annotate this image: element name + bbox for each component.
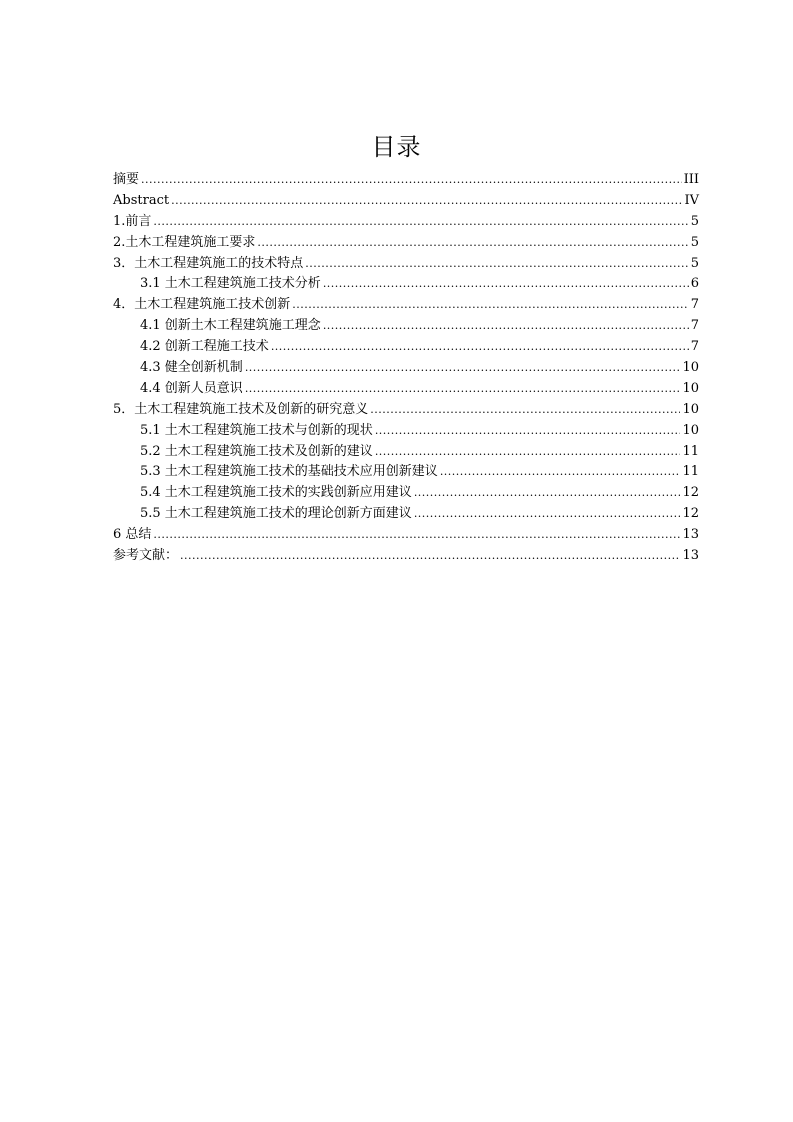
toc-entry[interactable] [113, 442, 699, 463]
toc-entry-label: Abstract [113, 192, 170, 208]
toc-dot-leader [292, 295, 688, 316]
toc-entry-page-number: 10 [682, 360, 699, 376]
toc-entry-label: 4.3 健全创新机制 [140, 360, 243, 376]
toc-dot-leader [323, 316, 689, 337]
toc-entry-label: 5.2 土木工程建筑施工技术及创新的建议 [140, 443, 373, 459]
toc-entry[interactable] [113, 233, 699, 254]
toc-dot-leader [271, 337, 689, 358]
toc-dot-leader [414, 504, 681, 525]
toc-entry[interactable] [113, 504, 699, 525]
toc-dot-leader [370, 400, 680, 421]
toc-entry[interactable] [113, 358, 699, 379]
toc-dot-leader [171, 191, 682, 212]
toc-dot-leader [440, 462, 681, 483]
toc-entry-label: 4.2 创新工程施工技术 [140, 339, 269, 355]
toc-entry[interactable] [113, 191, 699, 212]
toc-entry-page-number: 13 [682, 527, 699, 543]
toc-entry[interactable] [113, 170, 699, 191]
table-of-contents [113, 170, 699, 567]
toc-entry[interactable] [113, 295, 699, 316]
toc-entry-page-number: IV [684, 192, 699, 208]
toc-entry-label: 5.3 土木工程建筑施工技术的基础技术应用创新建议 [140, 464, 438, 480]
toc-entry-page-number: 12 [682, 506, 699, 522]
toc-entry-label: 参考文献： [113, 548, 179, 564]
toc-entry[interactable] [113, 546, 699, 567]
toc-entry-page-number: 11 [682, 443, 699, 459]
toc-dot-leader [245, 358, 681, 379]
toc-entry-page-number: 6 [690, 276, 699, 292]
toc-entry[interactable] [113, 212, 699, 233]
toc-dot-leader [323, 274, 689, 295]
toc-entry-label: 4.1 创新土木工程建筑施工理念 [140, 318, 321, 334]
toc-entry-page-number: 5 [690, 255, 699, 271]
page-title: 目录 [371, 133, 422, 161]
toc-entry-label: 4.4 创新人员意识 [140, 380, 243, 396]
toc-entry-page-number: 10 [682, 422, 699, 438]
toc-entry[interactable] [113, 274, 699, 295]
toc-entry[interactable] [113, 337, 699, 358]
toc-entry[interactable] [113, 525, 699, 546]
toc-entry[interactable] [113, 379, 699, 400]
toc-dot-leader [257, 233, 688, 254]
toc-dot-leader [141, 170, 682, 191]
toc-entry-label: 5．土木工程建筑施工技术及创新的研究意义 [113, 401, 369, 417]
toc-dot-leader [414, 483, 681, 504]
toc-entry-page-number: 5 [690, 234, 699, 250]
toc-dot-leader [180, 546, 680, 567]
toc-dot-leader [375, 442, 681, 463]
toc-entry-label: 6 总结 [113, 527, 152, 543]
toc-entry-label: 2.土木工程建筑施工要求 [113, 234, 256, 250]
toc-dot-leader [245, 379, 681, 400]
toc-dot-leader [153, 525, 680, 546]
toc-entry-page-number: 13 [682, 548, 699, 564]
toc-dot-leader [153, 212, 688, 233]
toc-entry-label: 3．土木工程建筑施工的技术特点 [113, 255, 304, 271]
toc-entry-label: 5.1 土木工程建筑施工技术与创新的现状 [140, 422, 373, 438]
toc-entry-label: 5.5 土木工程建筑施工技术的理论创新方面建议 [140, 506, 412, 522]
toc-dot-leader [305, 254, 688, 275]
toc-entry-page-number: 12 [682, 485, 699, 501]
toc-entry-page-number: 7 [690, 297, 699, 313]
toc-entry-page-number: 10 [682, 401, 699, 417]
toc-entry-page-number: 5 [690, 213, 699, 229]
toc-entry[interactable] [113, 400, 699, 421]
toc-entry[interactable] [113, 462, 699, 483]
toc-entry-label: 5.4 土木工程建筑施工技术的实践创新应用建议 [140, 485, 412, 501]
toc-entry[interactable] [113, 254, 699, 275]
toc-entry-label: 4．土木工程建筑施工技术创新 [113, 297, 291, 313]
toc-entry-page-number: 10 [682, 380, 699, 396]
toc-entry-label: 摘要 [113, 172, 140, 187]
toc-dot-leader [375, 421, 681, 442]
toc-entry-page-number: 7 [690, 339, 699, 355]
toc-entry[interactable] [113, 316, 699, 337]
toc-entry-page-number: 11 [682, 464, 699, 480]
toc-entry[interactable] [113, 483, 699, 504]
toc-entry-page-number: 7 [690, 318, 699, 334]
toc-entry-label: 1.前言 [113, 213, 152, 229]
toc-entry[interactable] [113, 421, 699, 442]
toc-entry-label: 3.1 土木工程建筑施工技术分析 [140, 276, 321, 292]
toc-entry-page-number: III [683, 172, 699, 187]
